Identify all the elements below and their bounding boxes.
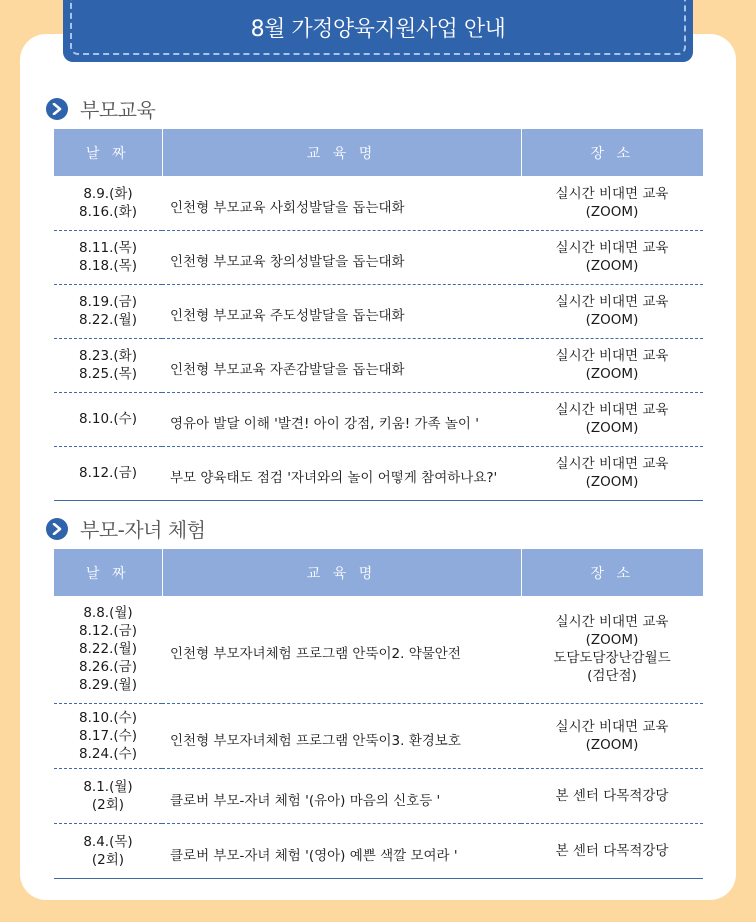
cell-line: 본 센터 다목적강당 [555, 842, 669, 859]
program-name-cell: 인천형 부모자녀체험 프로그램 안뚝이3. 환경보호 [162, 703, 521, 768]
cell-line: (2회) [91, 851, 125, 868]
table-row [54, 284, 703, 338]
chevron-right-icon [46, 518, 68, 540]
cell-line: 8.24.(수) [79, 745, 137, 762]
column-header-place: 장 소 [521, 129, 703, 176]
cell-line: 실시간 비대면 교육 [555, 456, 669, 472]
chevron-right-icon [46, 98, 68, 120]
cell-line: (2회) [91, 796, 125, 813]
cell-line: 8.16.(화) [79, 203, 137, 220]
date-cell [54, 338, 162, 392]
place-cell [521, 446, 703, 500]
table-row [54, 768, 703, 823]
cell-line: (ZOOM) [585, 366, 639, 382]
column-header-name: 교 육 명 [162, 549, 521, 596]
parent-education-table [54, 129, 703, 501]
parent-child-table [54, 549, 703, 879]
place-cell [521, 703, 703, 768]
date-cell [54, 392, 162, 446]
cell-line: (ZOOM) [585, 632, 639, 649]
cell-line: (ZOOM) [585, 474, 639, 490]
column-header-place: 장 소 [521, 549, 703, 596]
table-row [54, 176, 703, 230]
cell-line: 도담도담장난감월드 [553, 650, 671, 667]
cell-line: 본 센터 다목적강당 [555, 787, 669, 804]
date-cell [54, 703, 162, 768]
section-title: 부모교육 [80, 98, 156, 122]
cell-line: 8.22.(월) [79, 312, 137, 328]
table-row [54, 703, 703, 768]
program-name-cell: 영유아 발달 이해 '발견! 아이 강점, 키움! 가족 놀이 ' [162, 392, 521, 446]
cell-line: 8.22.(월) [79, 641, 137, 658]
section-header-parent-child [46, 514, 206, 543]
cell-line: 실시간 비대면 교육 [555, 718, 669, 735]
column-header-name: 교 육 명 [162, 129, 521, 176]
cell-line: 실시간 비대면 교육 [555, 240, 669, 256]
section-title: 부모-자녀 체험 [80, 518, 206, 542]
table-header-row [54, 549, 703, 596]
place-cell [521, 284, 703, 338]
program-name-cell: 클로버 부모-자녀 체험 '(영아) 예쁜 색깔 모여라 ' [162, 823, 521, 878]
cell-line: 8.4.(목) [83, 833, 133, 850]
cell-line: 8.26.(금) [79, 659, 137, 676]
table-row [54, 596, 703, 703]
cell-line: (ZOOM) [585, 312, 639, 328]
cell-line: 8.1.(월) [83, 778, 133, 795]
cell-line: 8.10.(수) [79, 709, 137, 726]
place-cell [521, 338, 703, 392]
cell-line: 실시간 비대면 교육 [555, 614, 669, 631]
place-cell [521, 176, 703, 230]
place-cell [521, 596, 703, 703]
table-row [54, 338, 703, 392]
cell-line: 8.17.(수) [79, 727, 137, 744]
cell-line: 8.8.(월) [83, 605, 133, 622]
cell-line: 8.10.(수) [79, 411, 137, 427]
date-cell [54, 230, 162, 284]
program-name-cell: 클로버 부모-자녀 체험 '(유아) 마음의 신호등 ' [162, 768, 521, 823]
place-cell [521, 768, 703, 823]
cell-line: 8.25.(목) [79, 366, 137, 382]
program-name-cell: 인천형 부모교육 자존감발달을 돕는대화 [162, 338, 521, 392]
place-cell [521, 230, 703, 284]
table-header-row [54, 129, 703, 176]
cell-line: 8.23.(화) [79, 348, 137, 364]
column-header-date: 날 짜 [54, 129, 162, 176]
cell-line: (ZOOM) [585, 736, 639, 753]
cell-line: 실시간 비대면 교육 [555, 294, 669, 310]
cell-line: 8.18.(목) [79, 258, 137, 274]
table-row [54, 823, 703, 878]
page-title: 8월 가정양육지원사업 안내 [250, 17, 506, 42]
cell-line: 8.12.(금) [79, 465, 137, 481]
cell-line: (ZOOM) [585, 420, 639, 436]
cell-line: 8.29.(월) [79, 677, 137, 694]
program-name-cell: 인천형 부모교육 창의성발달을 돕는대화 [162, 230, 521, 284]
cell-line: (ZOOM) [585, 258, 639, 274]
cell-line: (검단점) [587, 668, 637, 685]
date-cell [54, 446, 162, 500]
cell-line: 실시간 비대면 교육 [555, 402, 669, 418]
title-banner [63, 0, 693, 62]
section-header-parent-education [46, 94, 155, 123]
program-name-cell: 부모 양육태도 점검 '자녀와의 놀이 어떻게 참여하나요?' [162, 446, 521, 500]
date-cell [54, 823, 162, 878]
program-name-cell: 인천형 부모자녀체험 프로그램 안뚝이2. 약물안전 [162, 596, 521, 703]
table-row [54, 230, 703, 284]
column-header-date: 날 짜 [54, 549, 162, 596]
cell-line: 8.19.(금) [79, 294, 137, 310]
place-cell [521, 392, 703, 446]
place-cell [521, 823, 703, 878]
table-row [54, 392, 703, 446]
date-cell [54, 176, 162, 230]
date-cell [54, 596, 162, 703]
cell-line: 8.11.(목) [79, 240, 137, 256]
date-cell [54, 284, 162, 338]
date-cell [54, 768, 162, 823]
cell-line: (ZOOM) [585, 203, 639, 220]
cell-line: 실시간 비대면 교육 [555, 185, 669, 202]
cell-line: 8.12.(금) [79, 623, 137, 640]
cell-line: 8.9.(화) [83, 185, 133, 202]
program-name-cell: 인천형 부모교육 주도성발달을 돕는대화 [162, 284, 521, 338]
table-row [54, 446, 703, 500]
program-name-cell: 인천형 부모교육 사회성발달을 돕는대화 [162, 176, 521, 230]
cell-line: 실시간 비대면 교육 [555, 348, 669, 364]
